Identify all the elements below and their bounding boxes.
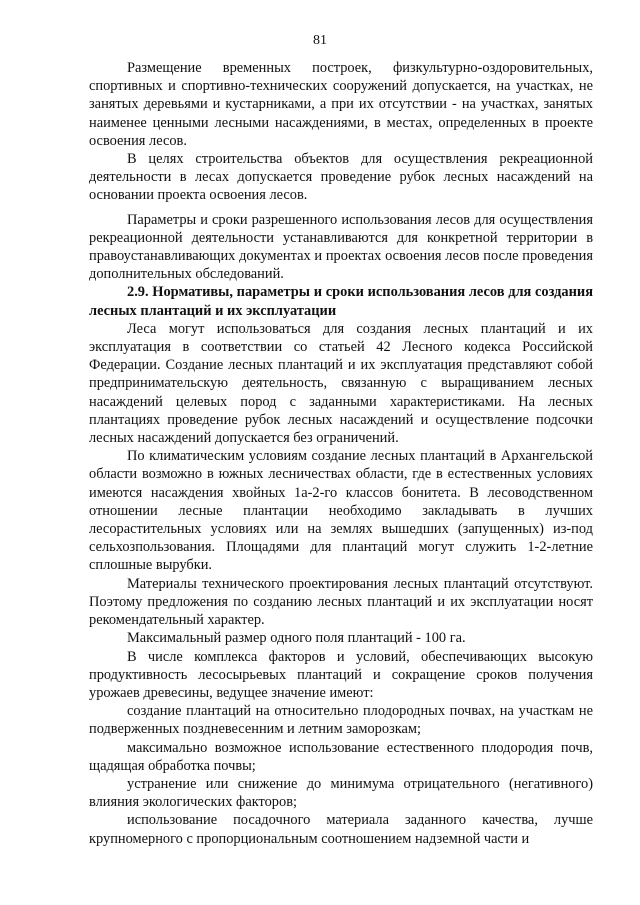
paragraph-forest-plantations: Леса могут использоваться для создания лесных плантаций и их эксплуатация в соответствии со статьей 42 Лесного кодекса Российской Федерации. Создание лесных плантаций и их эксплуатация представляют собой предпринимательскую деятельность, связанную с выращиванием лесных насаждений целевых пород с заданными характеристиками. На лесных плантациях проведение рубок лесных насаждений и осуществление подсочки лесных насаждений допускается без ограничений. [89, 320, 593, 447]
paragraph-logging-for-construction: В целях строительства объектов для осуществления рекреационной деятельности в лесах допускается проведение рубок лесных насаждений на основании проекта освоения лесов. [89, 151, 593, 204]
list-item-planting-material: использование посадочного материала заданного качества, лучше крупномерного с пропорциональным соотношением надземной части и [89, 812, 593, 847]
paragraph-climate-conditions: По климатическим условиям создание лесных плантаций в Архангельской области возможно в южных лесничествах области, где в естественных условиях имеются насаждения хвойных 1а-2-го классов бонитета. В лесоводственном отношении лесные плантации необходимо закладывать в лучших лесорастительных условиях или на землях вышедших (запущенных) из-под сельхозпользования. Площадями для плантаций могут служить 1-2-летние сплошные вырубки. [89, 448, 593, 574]
page-body [89, 59, 593, 848]
list-item-natural-fertility: максимально возможное использование естественного плодородия почв, щадящая обработка почвы; [89, 739, 593, 774]
paragraph-temporary-structures: Размещение временных построек, физкультурно-оздоровительных, спортивных и спортивно-технических сооружений допускается, на участках, не занятых деревьями и кустарниками, а при их отсутствии - на участках, занятых наименее ценными лесными насаждениями, в местах, определенных в проекте освоения лесов. [89, 60, 593, 149]
paragraph-recreation-parameters: Параметры и сроки разрешенного использования лесов для осуществления рекреационной деятельности устанавливаются для конкретной территории в правоустанавливающих документах и проектах освоения лесов после проведения дополнительных обследований. [89, 211, 593, 283]
page-number: 81 [313, 33, 327, 48]
paragraph-design-materials: Материалы технического проектирования лесных плантаций отсутствуют. Поэтому предложения по созданию лесных плантаций и их эксплуатации носят рекомендательный характер. [89, 575, 593, 629]
list-item-fertile-soils: создание плантаций на относительно плодородных почвах, на участкам не подверженных поздневесенним и летним заморозкам; [89, 703, 593, 738]
list-item-ecological-factors: устранение или снижение до минимума отрицательного (негативного) влияния экологических факторов; [89, 775, 593, 811]
paragraph-max-field-size: Максимальный размер одного поля плантаций - 100 га. [127, 630, 466, 647]
paragraph-productivity-factors: В числе комплекса факторов и условий, обеспечивающих высокую продуктивность лесосырьевых плантаций и сокращение сроков получения урожаев древесины, ведущее значение имеют: [89, 648, 593, 701]
section-heading: 2.9. Нормативы, параметры и сроки использования лесов для создания лесных плантаций и их эксплуатации [89, 284, 593, 319]
